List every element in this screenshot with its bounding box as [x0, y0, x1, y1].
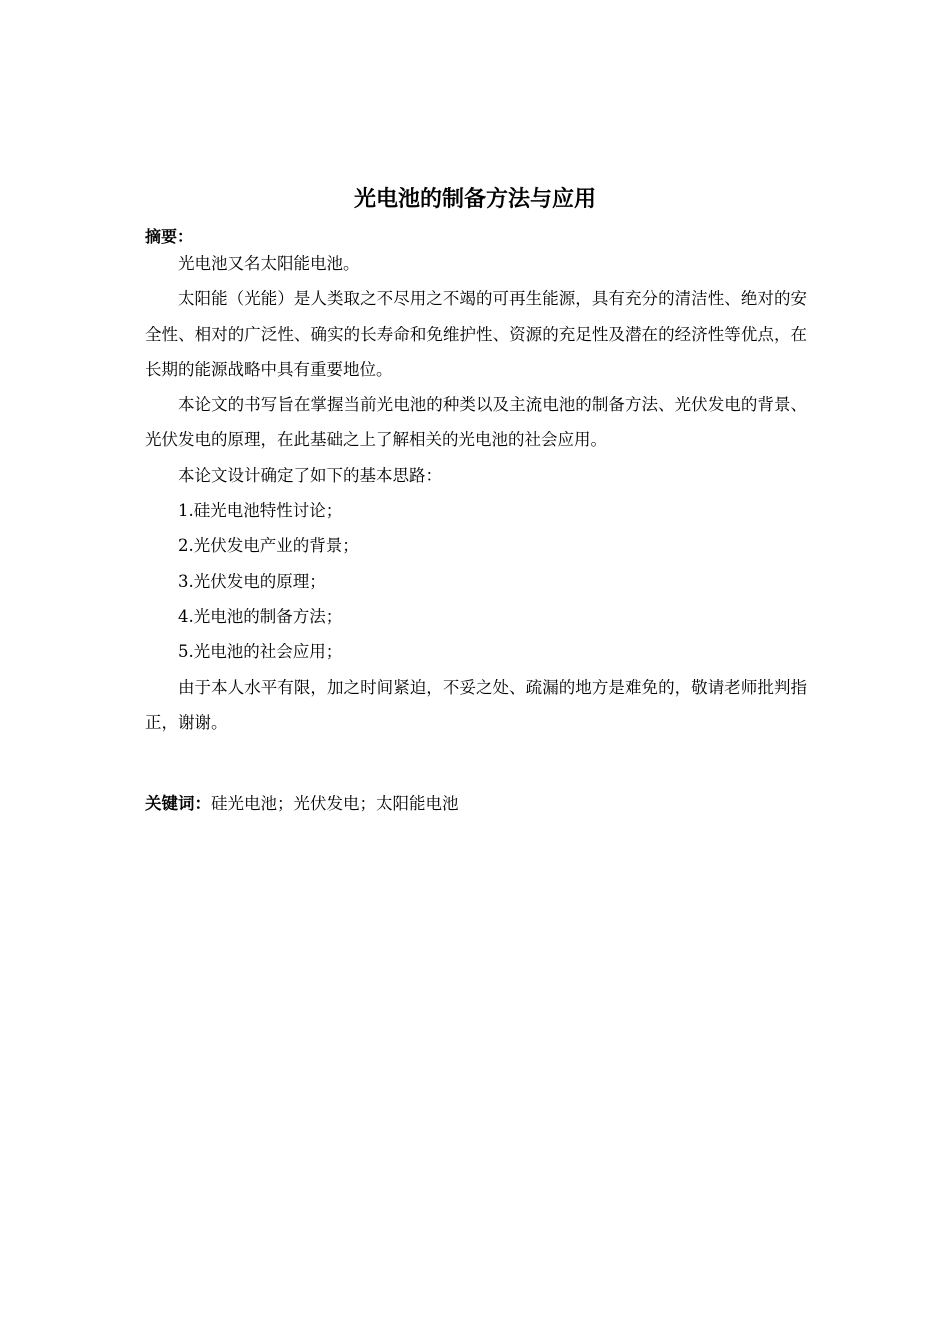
- abstract-paragraph: 光电池又名太阳能电池。: [178, 254, 360, 273]
- abstract-paragraph: 本论文的书写旨在掌握当前光电池的种类以及主流电池的制备方法、光伏发电的背景、光伏发电的原理，在此基础之上了解相关的光电池的社会应用。: [145, 395, 807, 450]
- outline-list-item: 2.光伏发电产业的背景；: [178, 536, 359, 556]
- abstract-heading: 摘要：: [145, 227, 194, 246]
- abstract-paragraph: 太阳能（光能）是人类取之不尽用之不竭的可再生能源，具有充分的清洁性、绝对的安全性、相对的广泛性、确实的长寿命和免维护性、资源的充足性及潜在的经济性等优点，在长期的能源战略中具有重要地位。: [145, 289, 807, 379]
- outline-list-item: 5.光电池的社会应用；: [178, 642, 343, 662]
- abstract-paragraph: 本论文设计确定了如下的基本思路：: [178, 465, 442, 485]
- keywords-label: 关键词：: [145, 794, 211, 813]
- abstract-body: [145, 246, 807, 740]
- outline-list-item: 1.硅光电池特性讨论；: [178, 501, 343, 521]
- outline-list-item: 3.光伏发电的原理；: [178, 571, 326, 591]
- outline-list-item: 4.光电池的制备方法；: [178, 606, 343, 626]
- keywords-value: 硅光电池；光伏发电；太阳能电池: [211, 794, 459, 813]
- closing-paragraph: 由于本人水平有限，加之时间紧迫，不妥之处、疏漏的地方是难免的，敬请老师批判指正，谢谢。: [145, 677, 807, 732]
- keywords-line: [145, 792, 459, 816]
- document-title: 光电池的制备方法与应用: [353, 187, 596, 212]
